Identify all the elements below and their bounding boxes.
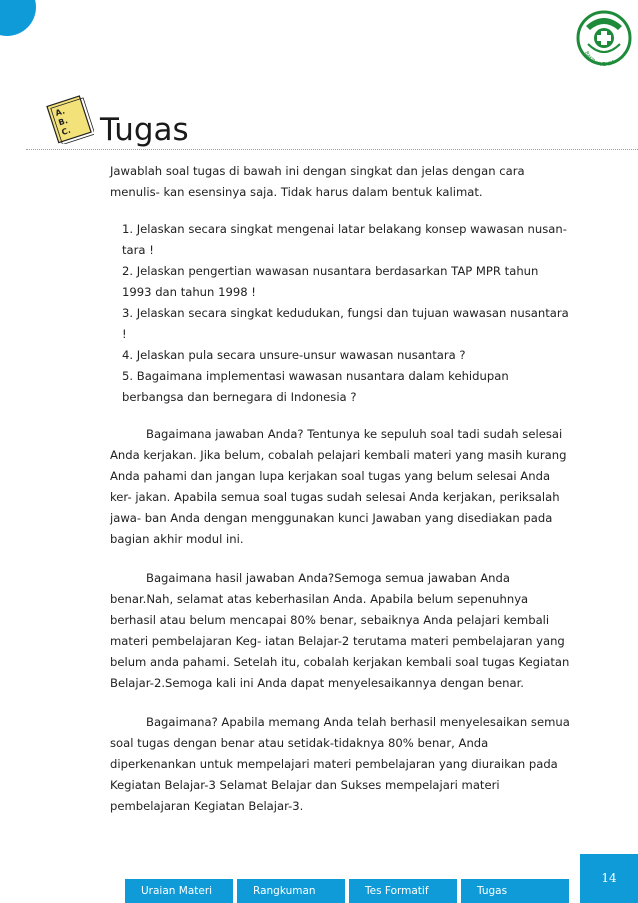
nav-rangkuman[interactable]: Rangkuman: [237, 879, 345, 903]
question-item: 2. Jelaskan pengertian wawasan nusantara berdasarkan TAP MPR tahun 1993 dan tahun 1998 !: [122, 264, 539, 299]
main-content: [110, 161, 570, 835]
nav-tugas[interactable]: Tugas: [461, 879, 569, 903]
abc-line-c: C.: [60, 125, 72, 137]
paragraph: Bagaimana hasil jawaban Anda?Semoga semua jawaban Anda benar.Nah, selamat atas keberhasilan Anda. Apabila belum sepenuhnya berhasil atau belum mencapai 80% benar, sebaiknya Anda pelajari kembali materi pembelajaran Keg- iatan Belajar-2 terutama materi pembelajaran yang belum anda pahami. Setelah itu, cobalah kerjakan kembali soal tugas Kegiatan Belajar-2.Semoga kali ini Anda dapat menyelesaikannya dengan benar.: [110, 571, 570, 690]
corner-decoration: [0, 0, 36, 36]
abc-line-b: B.: [57, 116, 69, 128]
paragraph: Bagaimana? Apabila memang Anda telah berhasil menyelesaikan semua soal tugas dengan benar atau setidak-tidaknya 80% benar, Anda diperkenankan untuk mempelajari materi pembelajaran yang diuraikan pada Kegiatan Belajar-3 Selamat Belajar dan Sukses mempelajari materi pembelajaran Kegiatan Belajar-3.: [110, 715, 570, 813]
svg-text:BAKTI HUSADA: [583, 51, 617, 68]
abc-line-a: A.: [54, 106, 66, 118]
abc-note-icon: [46, 94, 94, 144]
page-title: Tugas: [100, 112, 189, 148]
page-number: 14: [580, 854, 638, 903]
question-item: 4. Jelaskan pula secara unsure-unsur wawasan nusantara ?: [122, 348, 466, 362]
question-item: 1. Jelaskan secara singkat mengenai latar belakang konsep wawasan nusan- tara !: [122, 222, 567, 257]
question-item: 3. Jelaskan secara singkat kedudukan, fungsi dan tujuan wawasan nusantara !: [122, 306, 569, 341]
question-item: 5. Bagaimana implementasi wawasan nusantara dalam kehidupan berbangsa dan bernegara di Indonesia ?: [122, 369, 509, 404]
intro-text: Jawablah soal tugas di bawah ini dengan singkat dan jelas dengan cara menulis- kan esensinya saja. Tidak harus dalam bentuk kalimat.: [110, 164, 525, 199]
nav-uraian-materi[interactable]: Uraian Materi: [125, 879, 233, 903]
paragraph: Bagaimana jawaban Anda? Tentunya ke sepuluh soal tadi sudah selesai Anda kerjakan. Jika belum, cobalah pelajari kembali materi yang masih kurang Anda pahami dan jangan lupa kerjakan soal tugas yang belum selesai Anda ker- jakan. Apabila semua soal tugas sudah selesai Anda kerjakan, periksalah jawa- ban Anda dengan menggunakan kunci Jawaban yang disediakan pada bagian akhir modul ini.: [110, 427, 567, 546]
nav-tes-formatif[interactable]: Tes Formatif: [349, 879, 457, 903]
kemenkes-logo: [574, 8, 634, 72]
title-divider: [26, 149, 638, 150]
logo-text: BAKTI HUSADA: [583, 50, 617, 69]
question-list: [110, 219, 570, 408]
